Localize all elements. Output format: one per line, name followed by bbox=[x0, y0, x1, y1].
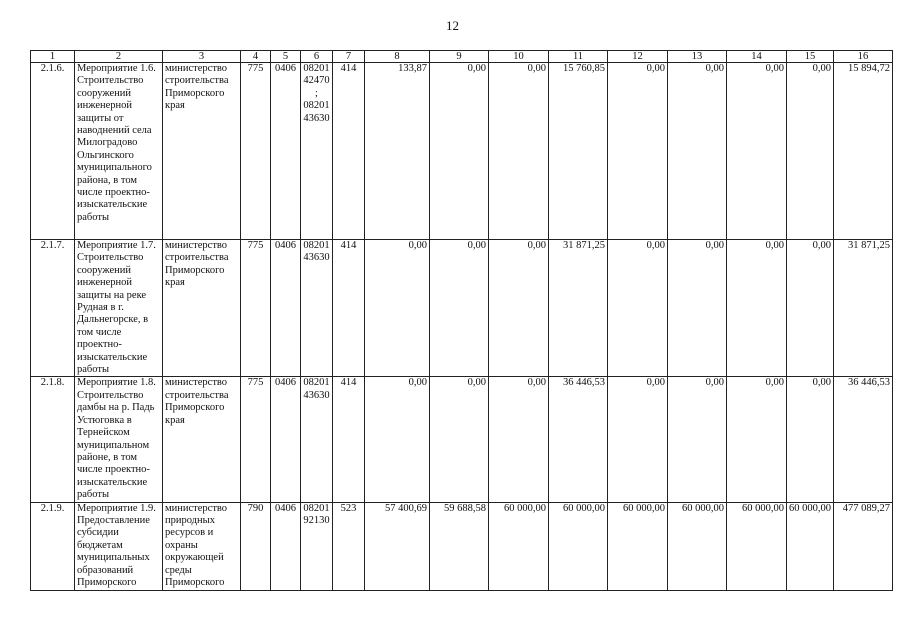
column-header: 13 bbox=[668, 51, 727, 63]
cell-col6: 08201 42470; 08201 43630 bbox=[301, 63, 333, 240]
cell-col15: 0,00 bbox=[787, 63, 834, 240]
cell-col12: 0,00 bbox=[608, 377, 668, 502]
cell-col16: 31 871,25 bbox=[834, 240, 893, 377]
cell-col13: 0,00 bbox=[668, 240, 727, 377]
cell-col5: 0406 bbox=[271, 377, 301, 502]
column-header: 11 bbox=[549, 51, 608, 63]
cell-col14: 60 000,00 bbox=[727, 502, 787, 590]
cell-col14: 0,00 bbox=[727, 377, 787, 502]
cell-col15: 0,00 bbox=[787, 377, 834, 502]
cell-col7: 414 bbox=[333, 240, 365, 377]
table-row bbox=[31, 240, 893, 377]
event-name: Мероприятие 1.9. Предоставление субсидии бюджетам муниципальных образований Приморского bbox=[75, 502, 163, 590]
cell-col8: 0,00 bbox=[365, 377, 430, 502]
event-name: Мероприятие 1.8. Строительство дамбы на р. Падь Устюговка в Тернейском муниципальном районе, в том числе проектно-изыскательские работы bbox=[75, 377, 163, 502]
cell-col5: 0406 bbox=[271, 63, 301, 240]
cell-col9: 0,00 bbox=[430, 63, 489, 240]
cell-col10: 0,00 bbox=[489, 63, 549, 240]
cell-col10: 60 000,00 bbox=[489, 502, 549, 590]
executor: министерство строительства Приморского края bbox=[163, 240, 241, 377]
executor: министерство строительства Приморского края bbox=[163, 377, 241, 502]
row-code: 2.1.6. bbox=[31, 63, 75, 240]
column-header: 6 bbox=[301, 51, 333, 63]
cell-col14: 0,00 bbox=[727, 63, 787, 240]
event-name: Мероприятие 1.7. Строительство сооружений инженерной защиты на реке Рудная в г. Дальнегорске, в том числе проектно-изыскательские работы bbox=[75, 240, 163, 377]
cell-col16: 36 446,53 bbox=[834, 377, 893, 502]
cell-col5: 0406 bbox=[271, 502, 301, 590]
row-code: 2.1.8. bbox=[31, 377, 75, 502]
cell-col15: 60 000,00 bbox=[787, 502, 834, 590]
row-code: 2.1.7. bbox=[31, 240, 75, 377]
cell-col7: 523 bbox=[333, 502, 365, 590]
cell-col9: 59 688,58 bbox=[430, 502, 489, 590]
page-number: 12 bbox=[446, 18, 459, 33]
cell-col6: 08201 43630 bbox=[301, 240, 333, 377]
cell-col8: 57 400,69 bbox=[365, 502, 430, 590]
executor: министерство строительства Приморского края bbox=[163, 63, 241, 240]
cell-col10: 0,00 bbox=[489, 240, 549, 377]
column-header: 10 bbox=[489, 51, 549, 63]
cell-col8: 133,87 bbox=[365, 63, 430, 240]
column-header: 2 bbox=[75, 51, 163, 63]
cell-col12: 0,00 bbox=[608, 240, 668, 377]
column-header: 16 bbox=[834, 51, 893, 63]
cell-col4: 775 bbox=[241, 63, 271, 240]
row-code: 2.1.9. bbox=[31, 502, 75, 590]
cell-col16: 477 089,27 bbox=[834, 502, 893, 590]
cell-col15: 0,00 bbox=[787, 240, 834, 377]
column-header: 4 bbox=[241, 51, 271, 63]
table-row bbox=[31, 377, 893, 502]
cell-col9: 0,00 bbox=[430, 377, 489, 502]
executor: министерство природных ресурсов и охраны окружающей среды Приморского bbox=[163, 502, 241, 590]
budget-table bbox=[30, 50, 893, 591]
column-header: 3 bbox=[163, 51, 241, 63]
table-row bbox=[31, 63, 893, 240]
cell-col4: 775 bbox=[241, 377, 271, 502]
cell-col12: 0,00 bbox=[608, 63, 668, 240]
column-header: 8 bbox=[365, 51, 430, 63]
cell-col4: 775 bbox=[241, 240, 271, 377]
cell-col4: 790 bbox=[241, 502, 271, 590]
column-header: 14 bbox=[727, 51, 787, 63]
cell-col13: 0,00 bbox=[668, 63, 727, 240]
cell-col11: 15 760,85 bbox=[549, 63, 608, 240]
table-row bbox=[31, 502, 893, 590]
column-header: 15 bbox=[787, 51, 834, 63]
cell-col6: 08201 92130 bbox=[301, 502, 333, 590]
column-header: 12 bbox=[608, 51, 668, 63]
cell-col11: 60 000,00 bbox=[549, 502, 608, 590]
cell-col14: 0,00 bbox=[727, 240, 787, 377]
cell-col5: 0406 bbox=[271, 240, 301, 377]
cell-col13: 60 000,00 bbox=[668, 502, 727, 590]
event-name: Мероприятие 1.6. Строительство сооружений инженерной защиты от наводнений села Милоградово Ольгинского муниципального района, в том числе проектно-изыскательские работы bbox=[75, 63, 163, 240]
header-row bbox=[31, 51, 893, 63]
cell-col6: 08201 43630 bbox=[301, 377, 333, 502]
cell-col11: 31 871,25 bbox=[549, 240, 608, 377]
column-header: 7 bbox=[333, 51, 365, 63]
cell-col9: 0,00 bbox=[430, 240, 489, 377]
cell-col11: 36 446,53 bbox=[549, 377, 608, 502]
cell-col8: 0,00 bbox=[365, 240, 430, 377]
column-header: 9 bbox=[430, 51, 489, 63]
cell-col7: 414 bbox=[333, 377, 365, 502]
cell-col7: 414 bbox=[333, 63, 365, 240]
cell-col13: 0,00 bbox=[668, 377, 727, 502]
cell-col12: 60 000,00 bbox=[608, 502, 668, 590]
column-header: 5 bbox=[271, 51, 301, 63]
column-header: 1 bbox=[31, 51, 75, 63]
cell-col16: 15 894,72 bbox=[834, 63, 893, 240]
cell-col10: 0,00 bbox=[489, 377, 549, 502]
